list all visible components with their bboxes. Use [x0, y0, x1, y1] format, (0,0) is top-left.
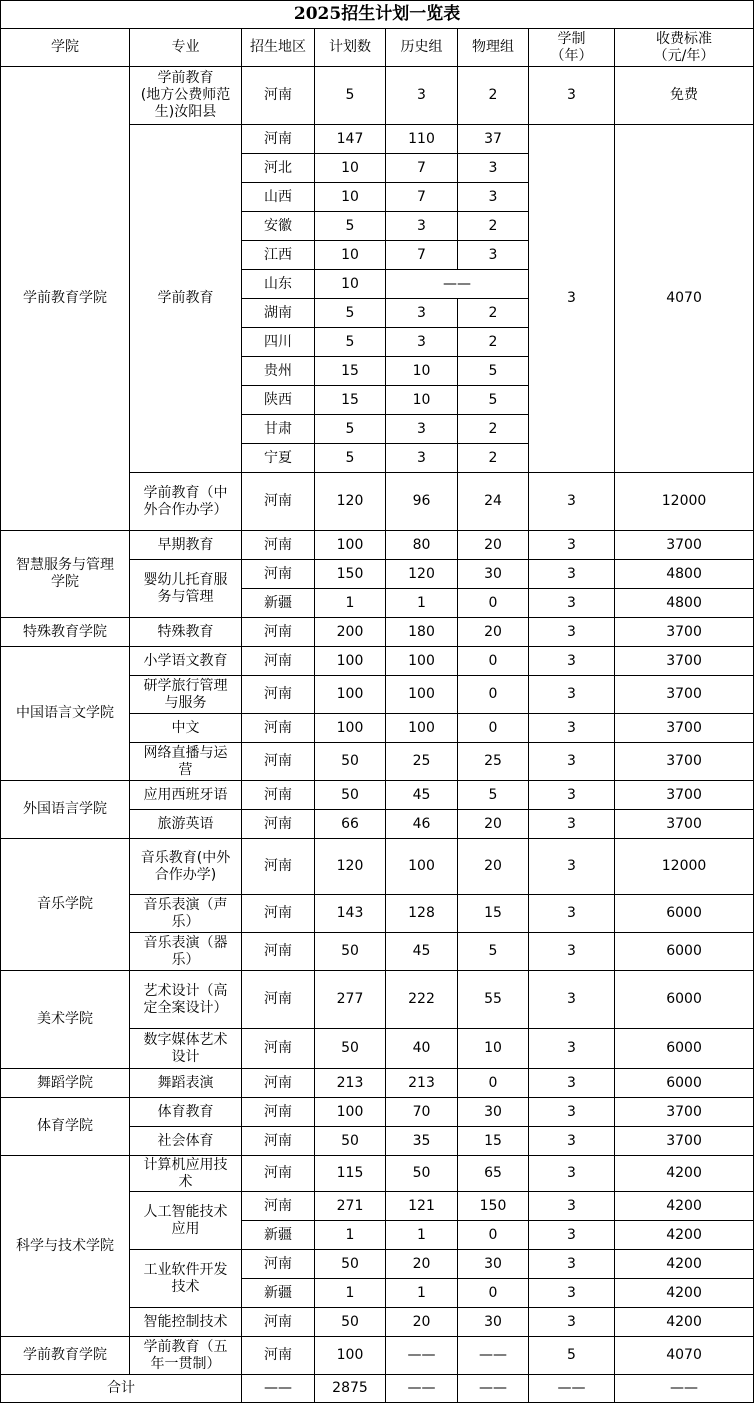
region-cell: 河南 — [242, 1192, 315, 1221]
total-label: 合计 — [1, 1375, 242, 1403]
table-row — [1, 647, 754, 676]
plan-cell: 50 — [315, 1127, 386, 1156]
history-cell: 45 — [386, 781, 458, 810]
plan-cell: 277 — [315, 971, 386, 1029]
region-cell: 河南 — [242, 618, 315, 647]
years-cell: 3 — [529, 1308, 615, 1337]
years-cell: 3 — [529, 895, 615, 933]
history-cell: —— — [386, 1337, 458, 1375]
fee-cell: 6000 — [615, 933, 754, 971]
merged-group-cell: —— — [386, 270, 529, 299]
college-cell: 学前教育学院 — [1, 67, 130, 531]
college-cell: 中国语言文学院 — [1, 647, 130, 781]
total-row — [1, 1375, 754, 1403]
history-cell: 100 — [386, 714, 458, 743]
header-history: 历史组 — [386, 29, 458, 67]
plan-cell: 100 — [315, 1337, 386, 1375]
years-cell: 3 — [529, 781, 615, 810]
region-cell: 安徽 — [242, 212, 315, 241]
major-cell: 智能控制技术 — [130, 1308, 242, 1337]
physics-cell: 20 — [458, 839, 529, 895]
years-cell: 3 — [529, 618, 615, 647]
fee-cell: 12000 — [615, 473, 754, 531]
table-row — [1, 1069, 754, 1098]
plan-cell: 115 — [315, 1156, 386, 1192]
history-cell: 110 — [386, 125, 458, 154]
fee-cell: 4200 — [615, 1250, 754, 1279]
years-cell: 3 — [529, 743, 615, 781]
header-years: 学制 （年） — [529, 29, 615, 67]
college-cell: 外国语言学院 — [1, 781, 130, 839]
major-cell: 网络直播与运 营 — [130, 743, 242, 781]
physics-cell: 2 — [458, 444, 529, 473]
physics-cell: 150 — [458, 1192, 529, 1221]
physics-cell: 65 — [458, 1156, 529, 1192]
history-cell: 213 — [386, 1069, 458, 1098]
history-cell: 3 — [386, 299, 458, 328]
region-cell: 山西 — [242, 183, 315, 212]
header-fee: 收费标准 （元/年） — [615, 29, 754, 67]
plan-cell: 100 — [315, 531, 386, 560]
physics-cell: 20 — [458, 618, 529, 647]
physics-cell: 0 — [458, 1279, 529, 1308]
history-cell: 7 — [386, 154, 458, 183]
major-cell: 音乐教育(中外 合作办学) — [130, 839, 242, 895]
major-cell: 计算机应用技 术 — [130, 1156, 242, 1192]
major-cell: 学前教育 (地方公费师范 生)汝阳县 — [130, 67, 242, 125]
major-cell: 社会体育 — [130, 1127, 242, 1156]
physics-cell: 2 — [458, 67, 529, 125]
plan-cell: 120 — [315, 473, 386, 531]
major-cell: 体育教育 — [130, 1098, 242, 1127]
major-cell: 旅游英语 — [130, 810, 242, 839]
physics-cell: 15 — [458, 895, 529, 933]
region-cell: 河南 — [242, 1156, 315, 1192]
fee-cell: 4200 — [615, 1221, 754, 1250]
history-cell: 128 — [386, 895, 458, 933]
history-cell: 1 — [386, 589, 458, 618]
major-cell: 特殊教育 — [130, 618, 242, 647]
plan-cell: 5 — [315, 67, 386, 125]
plan-cell: 120 — [315, 839, 386, 895]
history-cell: 100 — [386, 839, 458, 895]
physics-cell: 2 — [458, 415, 529, 444]
physics-cell: 2 — [458, 299, 529, 328]
physics-cell: 3 — [458, 183, 529, 212]
college-cell: 体育学院 — [1, 1098, 130, 1156]
years-cell: 3 — [529, 1250, 615, 1279]
years-cell: 3 — [529, 971, 615, 1029]
plan-cell: 147 — [315, 125, 386, 154]
total-plan: 2875 — [315, 1375, 386, 1403]
region-cell: 四川 — [242, 328, 315, 357]
years-cell: 3 — [529, 1192, 615, 1221]
plan-cell: 1 — [315, 1279, 386, 1308]
plan-cell: 271 — [315, 1192, 386, 1221]
plan-cell: 15 — [315, 386, 386, 415]
physics-cell: 10 — [458, 1029, 529, 1069]
years-cell: 3 — [529, 1098, 615, 1127]
region-cell: 河南 — [242, 714, 315, 743]
table-title: 2025招生计划一览表 — [1, 1, 754, 29]
region-cell: 河北 — [242, 154, 315, 183]
plan-cell: 213 — [315, 1069, 386, 1098]
physics-cell: 5 — [458, 781, 529, 810]
total-physics: —— — [458, 1375, 529, 1403]
fee-cell: 4200 — [615, 1192, 754, 1221]
fee-cell: 4070 — [615, 125, 754, 473]
history-cell: 100 — [386, 647, 458, 676]
fee-cell: 3700 — [615, 781, 754, 810]
fee-cell: 3700 — [615, 1098, 754, 1127]
region-cell: 河南 — [242, 1029, 315, 1069]
plan-cell: 50 — [315, 781, 386, 810]
physics-cell: 20 — [458, 810, 529, 839]
physics-cell: 0 — [458, 647, 529, 676]
years-cell: 3 — [529, 589, 615, 618]
history-cell: 80 — [386, 531, 458, 560]
plan-cell: 5 — [315, 444, 386, 473]
total-region: —— — [242, 1375, 315, 1403]
history-cell: 25 — [386, 743, 458, 781]
years-cell: 3 — [529, 531, 615, 560]
years-cell: 3 — [529, 125, 615, 473]
years-cell: 3 — [529, 1279, 615, 1308]
fee-cell: 4200 — [615, 1156, 754, 1192]
plan-cell: 1 — [315, 589, 386, 618]
table-row — [1, 839, 754, 895]
history-cell: 3 — [386, 328, 458, 357]
history-cell: 46 — [386, 810, 458, 839]
plan-cell: 143 — [315, 895, 386, 933]
physics-cell: 0 — [458, 1221, 529, 1250]
region-cell: 河南 — [242, 125, 315, 154]
years-cell: 3 — [529, 560, 615, 589]
years-cell: 3 — [529, 473, 615, 531]
history-cell: 3 — [386, 212, 458, 241]
history-cell: 120 — [386, 560, 458, 589]
region-cell: 甘肃 — [242, 415, 315, 444]
fee-cell: 6000 — [615, 895, 754, 933]
total-fee: —— — [615, 1375, 754, 1403]
physics-cell: 30 — [458, 560, 529, 589]
history-cell: 3 — [386, 67, 458, 125]
physics-cell: 5 — [458, 933, 529, 971]
history-cell: 20 — [386, 1250, 458, 1279]
plan-cell: 10 — [315, 241, 386, 270]
header-row — [1, 29, 754, 67]
physics-cell: 30 — [458, 1250, 529, 1279]
table-row — [1, 1156, 754, 1192]
region-cell: 湖南 — [242, 299, 315, 328]
region-cell: 河南 — [242, 1069, 315, 1098]
region-cell: 河南 — [242, 676, 315, 714]
history-cell: 1 — [386, 1221, 458, 1250]
major-cell: 工业软件开发 技术 — [130, 1250, 242, 1308]
major-cell: 舞蹈表演 — [130, 1069, 242, 1098]
physics-cell: 20 — [458, 531, 529, 560]
major-cell: 研学旅行管理 与服务 — [130, 676, 242, 714]
header-college: 学院 — [1, 29, 130, 67]
major-cell: 学前教育 — [130, 125, 242, 473]
history-cell: 45 — [386, 933, 458, 971]
major-cell: 音乐表演（器 乐） — [130, 933, 242, 971]
history-cell: 7 — [386, 183, 458, 212]
history-cell: 1 — [386, 1279, 458, 1308]
region-cell: 河南 — [242, 971, 315, 1029]
region-cell: 河南 — [242, 67, 315, 125]
region-cell: 河南 — [242, 743, 315, 781]
years-cell: 3 — [529, 647, 615, 676]
plan-cell: 100 — [315, 647, 386, 676]
table-row — [1, 531, 754, 560]
plan-cell: 150 — [315, 560, 386, 589]
history-cell: 7 — [386, 241, 458, 270]
fee-cell: 3700 — [615, 1127, 754, 1156]
history-cell: 222 — [386, 971, 458, 1029]
total-years: —— — [529, 1375, 615, 1403]
physics-cell: 2 — [458, 328, 529, 357]
years-cell: 3 — [529, 1029, 615, 1069]
physics-cell: 15 — [458, 1127, 529, 1156]
region-cell: 河南 — [242, 1098, 315, 1127]
plan-cell: 100 — [315, 676, 386, 714]
major-cell: 数字媒体艺术 设计 — [130, 1029, 242, 1069]
fee-cell: 3700 — [615, 676, 754, 714]
history-cell: 121 — [386, 1192, 458, 1221]
fee-cell: 4800 — [615, 560, 754, 589]
physics-cell: 55 — [458, 971, 529, 1029]
physics-cell: 5 — [458, 357, 529, 386]
college-cell: 美术学院 — [1, 971, 130, 1069]
plan-cell: 5 — [315, 299, 386, 328]
physics-cell: 2 — [458, 212, 529, 241]
physics-cell: —— — [458, 1337, 529, 1375]
region-cell: 河南 — [242, 560, 315, 589]
years-cell: 3 — [529, 1069, 615, 1098]
history-cell: 20 — [386, 1308, 458, 1337]
major-cell: 音乐表演（声 乐） — [130, 895, 242, 933]
plan-cell: 10 — [315, 183, 386, 212]
years-cell: 3 — [529, 676, 615, 714]
college-cell: 学前教育学院 — [1, 1337, 130, 1375]
region-cell: 河南 — [242, 531, 315, 560]
region-cell: 河南 — [242, 1308, 315, 1337]
physics-cell: 30 — [458, 1098, 529, 1127]
plan-cell: 100 — [315, 1098, 386, 1127]
years-cell: 3 — [529, 1156, 615, 1192]
plan-cell: 200 — [315, 618, 386, 647]
major-cell: 学前教育（中 外合作办学） — [130, 473, 242, 531]
major-cell: 学前教育（五 年一贯制） — [130, 1337, 242, 1375]
history-cell: 10 — [386, 386, 458, 415]
plan-cell: 5 — [315, 328, 386, 357]
years-cell: 3 — [529, 839, 615, 895]
physics-cell: 3 — [458, 241, 529, 270]
plan-cell: 5 — [315, 415, 386, 444]
college-cell: 舞蹈学院 — [1, 1069, 130, 1098]
fee-cell: 3700 — [615, 531, 754, 560]
header-physics: 物理组 — [458, 29, 529, 67]
region-cell: 河南 — [242, 933, 315, 971]
years-cell: 3 — [529, 714, 615, 743]
region-cell: 新疆 — [242, 1221, 315, 1250]
region-cell: 河南 — [242, 1250, 315, 1279]
fee-cell: 免费 — [615, 67, 754, 125]
major-cell: 早期教育 — [130, 531, 242, 560]
region-cell: 河南 — [242, 473, 315, 531]
header-major: 专业 — [130, 29, 242, 67]
major-cell: 婴幼儿托育服 务与管理 — [130, 560, 242, 618]
history-cell: 10 — [386, 357, 458, 386]
plan-cell: 50 — [315, 1308, 386, 1337]
physics-cell: 0 — [458, 589, 529, 618]
physics-cell: 24 — [458, 473, 529, 531]
region-cell: 贵州 — [242, 357, 315, 386]
plan-cell: 10 — [315, 154, 386, 183]
years-cell: 5 — [529, 1337, 615, 1375]
plan-cell: 50 — [315, 933, 386, 971]
college-cell: 科学与技术学院 — [1, 1156, 130, 1337]
plan-cell: 50 — [315, 1250, 386, 1279]
fee-cell: 3700 — [615, 714, 754, 743]
fee-cell: 3700 — [615, 647, 754, 676]
header-region: 招生地区 — [242, 29, 315, 67]
table-row — [1, 618, 754, 647]
physics-cell: 25 — [458, 743, 529, 781]
fee-cell: 4200 — [615, 1279, 754, 1308]
physics-cell: 30 — [458, 1308, 529, 1337]
years-cell: 3 — [529, 810, 615, 839]
history-cell: 96 — [386, 473, 458, 531]
table-row — [1, 67, 754, 125]
total-history: —— — [386, 1375, 458, 1403]
history-cell: 50 — [386, 1156, 458, 1192]
region-cell: 河南 — [242, 1127, 315, 1156]
region-cell: 河南 — [242, 839, 315, 895]
major-cell: 中文 — [130, 714, 242, 743]
major-cell: 人工智能技术 应用 — [130, 1192, 242, 1250]
fee-cell: 6000 — [615, 971, 754, 1029]
plan-cell: 66 — [315, 810, 386, 839]
region-cell: 新疆 — [242, 1279, 315, 1308]
years-cell: 3 — [529, 933, 615, 971]
table-row — [1, 1337, 754, 1375]
college-cell: 特殊教育学院 — [1, 618, 130, 647]
history-cell: 3 — [386, 444, 458, 473]
header-plan: 计划数 — [315, 29, 386, 67]
major-cell: 应用西班牙语 — [130, 781, 242, 810]
history-cell: 100 — [386, 676, 458, 714]
fee-cell: 12000 — [615, 839, 754, 895]
region-cell: 陕西 — [242, 386, 315, 415]
region-cell: 河南 — [242, 647, 315, 676]
history-cell: 3 — [386, 415, 458, 444]
plan-cell: 15 — [315, 357, 386, 386]
table-row — [1, 781, 754, 810]
years-cell: 3 — [529, 67, 615, 125]
region-cell: 山东 — [242, 270, 315, 299]
region-cell: 河南 — [242, 1337, 315, 1375]
fee-cell: 6000 — [615, 1069, 754, 1098]
physics-cell: 0 — [458, 676, 529, 714]
region-cell: 江西 — [242, 241, 315, 270]
region-cell: 河南 — [242, 810, 315, 839]
history-cell: 70 — [386, 1098, 458, 1127]
table-row — [1, 1098, 754, 1127]
physics-cell: 0 — [458, 714, 529, 743]
physics-cell: 3 — [458, 154, 529, 183]
years-cell: 3 — [529, 1127, 615, 1156]
college-cell: 音乐学院 — [1, 839, 130, 971]
plan-cell: 1 — [315, 1221, 386, 1250]
fee-cell: 6000 — [615, 1029, 754, 1069]
plan-cell: 100 — [315, 714, 386, 743]
history-cell: 35 — [386, 1127, 458, 1156]
region-cell: 新疆 — [242, 589, 315, 618]
physics-cell: 37 — [458, 125, 529, 154]
plan-cell: 5 — [315, 212, 386, 241]
region-cell: 河南 — [242, 895, 315, 933]
fee-cell: 3700 — [615, 810, 754, 839]
history-cell: 180 — [386, 618, 458, 647]
fee-cell: 4070 — [615, 1337, 754, 1375]
fee-cell: 4200 — [615, 1308, 754, 1337]
major-cell: 艺术设计（高 定全案设计） — [130, 971, 242, 1029]
plan-cell: 50 — [315, 743, 386, 781]
fee-cell: 3700 — [615, 618, 754, 647]
plan-cell: 10 — [315, 270, 386, 299]
table-row — [1, 971, 754, 1029]
plan-cell: 50 — [315, 1029, 386, 1069]
fee-cell: 4800 — [615, 589, 754, 618]
region-cell: 宁夏 — [242, 444, 315, 473]
history-cell: 40 — [386, 1029, 458, 1069]
physics-cell: 0 — [458, 1069, 529, 1098]
years-cell: 3 — [529, 1221, 615, 1250]
physics-cell: 5 — [458, 386, 529, 415]
major-cell: 小学语文教育 — [130, 647, 242, 676]
region-cell: 河南 — [242, 781, 315, 810]
fee-cell: 3700 — [615, 743, 754, 781]
college-cell: 智慧服务与管理 学院 — [1, 531, 130, 618]
